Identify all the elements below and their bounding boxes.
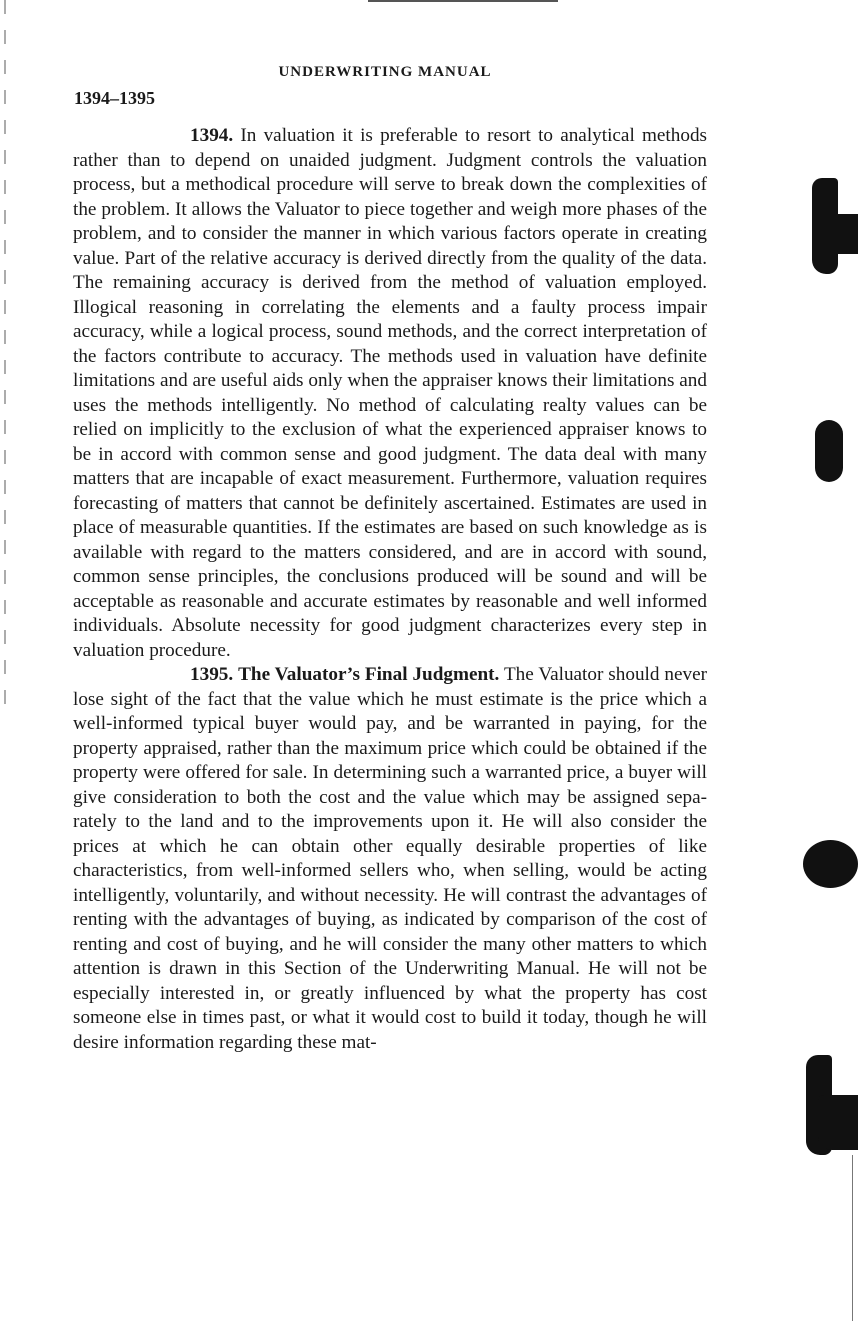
running-head-title: UNDERWRITING MANUAL xyxy=(278,64,492,80)
paragraph-body: In valuation it is preferable to resort to analytical methods rather than to depend on unaided judgment. Judgment controls the valuation process, but a methodical procedure will serve to break down the complexities of the problem. It allows the Valuator to piece together and weigh more phases of the problem, and to consider the manner in which various factors operate in creating value. Part of the relative accuracy is derived directly from the quality of the data. The remaining accuracy is derived from the method of valuation employed. Illogical reasoning in correlating the elements and a faulty process impair accuracy, while a logical process, sound methods, and the correct interpretation of the factors contribute to accuracy. The methods used in valuation have definite limitations and are useful aids only when the appraiser knows their limitations and uses the methods intelligently. No method of calculating realty values can be relied on implicitly to the exclusion of what the experienced appraiser knows to be in accord with common sense and good judgment. The data deal with many matters that are incapable of exact measurement. Furthermore, valuation requires forecasting of matters that cannot be definitely ascertained. Estimates are used in place of measurable quantities. If the estimates are based on such knowledge as is available with regard to the matters considered, and are in accord with sound, common sense principles, the conclusions produced will be sound and will be acceptable as reasonable and accurate estimates by reasonable and well informed individuals. Absolute necessity for good judgment characterizes every step in valuation procedure. xyxy=(73,125,708,661)
paragraph-1395 xyxy=(73,663,707,1055)
paragraph-number: 1395. xyxy=(190,664,234,685)
paragraph-body: The Valuator should never lose sight of the fact that the value which he must estimate is the price which a well-informed typical buyer would pay, and be warranted in paying, for the property appraised, rather than the maximum price which could be obtained if the property were offered for sale. In determining such a warranted price, a buyer will give consideration to both the cost and the value which may be assigned separately to the land and to the improvements upon it. He will also consider the prices at which he can obtain other equally desirable properties of like characteristics, from well-informed sellers who, when selling, would be acting intelligently, voluntarily, and without necessity. He will contrast the advantages of renting with the advantages of buying, as indicated by comparison of the cost of renting and cost of buying, and he will consider the many other matters to which attention is drawn in this Section of the Underwriting Manual. He will not be especially interested in, or greatly influenced by what the property has cost someone else in times past, or what it would cost to build it today, though he will desire information regarding these mat- xyxy=(73,664,708,1053)
binder-hole-mark xyxy=(826,214,858,254)
paragraph-title: The Valuator’s Final Judgment. xyxy=(238,664,500,685)
body-text xyxy=(73,124,707,1055)
left-margin-specks xyxy=(4,0,6,720)
binder-hole-mark xyxy=(818,1095,858,1150)
section-range-label: 1394–1395 xyxy=(74,88,155,108)
paragraph-1394 xyxy=(73,124,707,663)
binder-hole-mark xyxy=(815,420,843,482)
paragraph-number: 1394. xyxy=(190,125,234,146)
binder-hole-mark xyxy=(803,840,858,888)
page-edge-line xyxy=(852,1155,853,1321)
top-edge-rule xyxy=(368,0,558,2)
